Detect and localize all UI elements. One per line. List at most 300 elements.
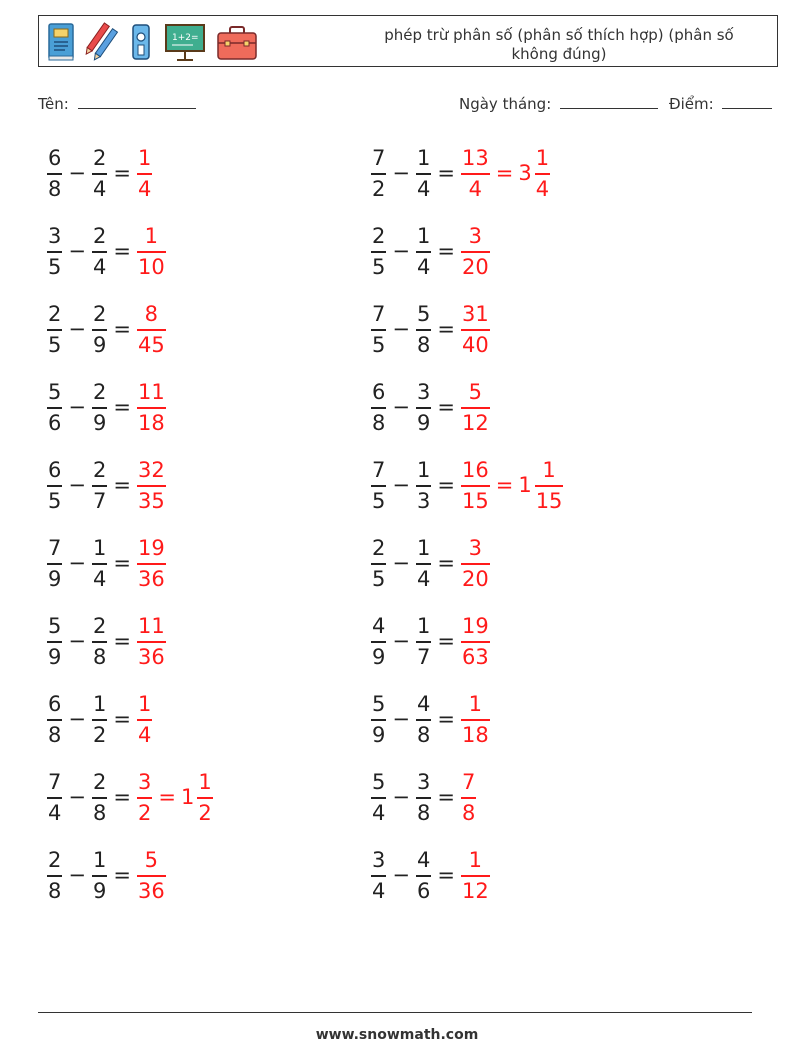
denominator: 4 [372,800,386,825]
equals-sign: = [113,863,131,887]
fraction-bar [47,485,62,487]
book-icon [45,21,77,63]
briefcase-icon [215,21,259,63]
denominator: 5 [48,488,62,513]
denominator: 4 [92,176,107,201]
date-field [459,94,658,113]
minus-sign: − [392,863,410,887]
fraction-bar [371,407,386,409]
numerator: 1 [144,223,159,248]
denominator: 4 [137,722,152,747]
fraction-bar [47,329,62,331]
fraction-bar [416,251,431,253]
minus-sign: − [392,395,410,419]
denominator: 9 [92,410,107,435]
numerator: 2 [48,301,62,326]
problem-row [370,764,477,830]
numerator: 11 [137,379,165,404]
minuend-fraction [47,224,62,279]
numerator: 2 [92,613,107,638]
fraction-bar [461,797,476,799]
fraction-bar [92,173,107,175]
denominator: 9 [372,644,386,669]
answer-fraction [461,770,476,825]
equals-sign: = [437,317,455,341]
answer-fraction [461,848,490,903]
minus-sign: − [392,161,410,185]
problem-row [370,530,491,596]
minus-sign: − [68,551,86,575]
minuend-fraction [371,146,386,201]
minus-sign: − [392,317,410,341]
fraction-bar [137,485,166,487]
problem-row [370,608,491,674]
answer-fraction [137,146,152,201]
denominator: 4 [92,254,107,279]
numerator: 3 [372,847,386,872]
answer-fraction [137,224,166,279]
equals-sign: = [113,473,131,497]
answer [460,770,477,825]
fraction-bar [137,407,166,409]
denominator: 2 [137,800,152,825]
mixed-whole: 1 [180,785,195,809]
mixed-equals-sign: = [158,785,176,809]
chalkboard-icon [163,21,207,63]
fraction-bar [371,797,386,799]
subtrahend-fraction [92,614,107,669]
fraction-bar [47,875,62,877]
numerator: 3 [48,223,62,248]
numerator: 2 [92,379,107,404]
answer [136,458,167,513]
numerator: 7 [372,457,386,482]
minus-sign: − [68,629,86,653]
minuend-fraction [47,848,62,903]
score-label: Điểm: [669,95,714,113]
denominator: 4 [137,176,152,201]
numerator: 3 [137,769,152,794]
minuend-fraction [47,458,62,513]
footer-divider [38,1012,752,1013]
fraction-bar [137,641,166,643]
fraction-bar [461,875,490,877]
denominator: 6 [48,410,62,435]
equals-sign: = [113,317,131,341]
answer-fraction [461,458,490,513]
problem-row [370,296,491,362]
mixed-equals-sign: = [495,161,514,185]
subtrahend-fraction [92,536,107,591]
answer-fraction [461,380,490,435]
minuend-fraction [371,770,386,825]
date-blank [560,94,658,109]
denominator: 9 [48,644,62,669]
equals-sign: = [437,551,455,575]
answer-fraction [137,380,166,435]
equals-sign: = [113,785,131,809]
minus-sign: − [392,239,410,263]
answer-fraction [461,302,490,357]
denominator: 20 [461,566,489,591]
numerator: 1 [468,691,483,716]
fraction-bar [92,563,107,565]
answer [136,146,153,201]
subtrahend-fraction [92,770,107,825]
equals-sign: = [113,629,131,653]
fraction-bar [197,797,212,799]
answer [460,380,491,435]
answer-fraction [137,692,152,747]
equals-sign: = [437,629,455,653]
denominator: 4 [416,176,431,201]
denominator: 7 [416,644,431,669]
denominator: 8 [461,800,476,825]
minus-sign: − [392,629,410,653]
numerator: 6 [48,457,62,482]
denominator: 45 [137,332,165,357]
answer-fraction [461,614,490,669]
minuend-fraction [371,224,386,279]
equals-sign: = [437,161,455,185]
mixed-whole: 1 [518,473,532,497]
fraction-bar [535,173,550,175]
subtrahend-fraction [416,692,431,747]
numerator: 1 [542,457,556,482]
denominator: 9 [92,332,107,357]
fraction-bar [416,329,431,331]
answer [136,848,167,903]
minuend-fraction [371,692,386,747]
denominator: 9 [372,722,386,747]
minuend-fraction [47,146,62,201]
fraction-bar [47,641,62,643]
fraction-bar [416,875,431,877]
answer-fraction [137,302,166,357]
denominator: 4 [416,254,431,279]
numerator: 1 [92,691,107,716]
problem-row [370,140,551,206]
minuend-fraction [371,848,386,903]
minus-sign: − [392,551,410,575]
fraction-bar [416,407,431,409]
denominator: 2 [92,722,107,747]
minuend-fraction [371,536,386,591]
mixed-equals-sign: = [495,473,514,497]
numerator: 1 [468,847,483,872]
denominator: 36 [137,566,165,591]
answer-fraction [461,224,490,279]
numerator: 19 [461,613,489,638]
equals-sign: = [437,395,455,419]
fraction-bar [137,329,166,331]
subtrahend-fraction [416,380,431,435]
problem-row [46,764,214,830]
denominator: 8 [416,722,431,747]
numerator: 4 [416,847,431,872]
equals-sign: = [437,863,455,887]
minuend-fraction [47,302,62,357]
score-blank [722,94,772,109]
answer [460,458,564,513]
fraction-bar [92,641,107,643]
denominator: 9 [416,410,431,435]
problem-row [370,842,491,908]
denominator: 12 [461,878,489,903]
subtrahend-fraction [92,302,107,357]
mixed-fraction [535,146,550,201]
fraction-bar [461,329,490,331]
equals-sign: = [113,395,131,419]
subtrahend-fraction [92,692,107,747]
fraction-bar [47,251,62,253]
denominator: 4 [372,878,386,903]
problem-row [370,374,491,440]
minus-sign: − [68,395,86,419]
answer-fraction [461,536,490,591]
header-icons [45,21,259,63]
denominator: 6 [416,878,431,903]
denominator: 8 [92,644,107,669]
name-label: Tên: [38,95,69,113]
fraction-bar [137,251,166,253]
fraction-bar [371,251,386,253]
minus-sign: − [392,707,410,731]
fraction-bar [137,797,152,799]
numerator: 5 [372,691,386,716]
fraction-bar [416,173,431,175]
fraction-bar [92,485,107,487]
numerator: 2 [92,769,107,794]
fraction-bar [461,407,490,409]
denominator: 9 [92,878,107,903]
score-field [669,94,772,113]
denominator: 20 [461,254,489,279]
numerator: 6 [372,379,386,404]
fraction-bar [461,251,490,253]
answer [136,380,167,435]
answer-fraction [137,848,166,903]
fraction-bar [416,719,431,721]
numerator: 7 [48,535,62,560]
numerator: 1 [416,613,431,638]
minuend-fraction [47,614,62,669]
subtrahend-fraction [416,770,431,825]
numerator: 1 [198,769,212,794]
problem-row [46,530,167,596]
fraction-bar [461,485,490,487]
answer [460,302,491,357]
problem-row [46,842,167,908]
denominator: 4 [416,566,431,591]
numerator: 4 [372,613,386,638]
fraction-bar [461,641,490,643]
denominator: 8 [48,176,62,201]
answer [136,770,214,825]
denominator: 5 [48,254,62,279]
numerator: 7 [372,301,386,326]
fraction-bar [371,719,386,721]
denominator: 8 [48,722,62,747]
minus-sign: − [68,707,86,731]
answer [460,224,491,279]
answer-fraction [461,146,490,201]
minuend-fraction [371,614,386,669]
denominator: 10 [137,254,165,279]
numerator: 1 [92,847,107,872]
denominator: 8 [416,800,431,825]
answer [136,536,167,591]
minus-sign: − [392,473,410,497]
denominator: 5 [372,254,386,279]
denominator: 18 [137,410,165,435]
numerator: 5 [372,769,386,794]
equals-sign: = [437,707,455,731]
denominator: 18 [461,722,489,747]
minus-sign: − [68,317,86,341]
fraction-bar [137,563,166,565]
problem-row [46,296,167,362]
equals-sign: = [113,239,131,263]
numerator: 31 [461,301,489,326]
minus-sign: − [68,785,86,809]
fraction-bar [461,173,490,175]
name-field [38,94,196,113]
subtrahend-fraction [92,458,107,513]
answer [460,692,491,747]
denominator: 15 [535,488,563,513]
numerator: 6 [48,691,62,716]
fraction-bar [416,563,431,565]
denominator: 5 [372,566,386,591]
equals-sign: = [437,239,455,263]
numerator: 2 [372,223,386,248]
numerator: 32 [137,457,165,482]
mixed-whole: 3 [518,161,532,185]
numerator: 5 [48,379,62,404]
denominator: 8 [92,800,107,825]
subtrahend-fraction [416,614,431,669]
numerator: 5 [468,379,483,404]
numerator: 19 [137,535,165,560]
numerator: 16 [461,457,489,482]
fraction-bar [92,875,107,877]
denominator: 5 [372,332,386,357]
fraction-bar [92,251,107,253]
fraction-bar [371,173,386,175]
fraction-bar [137,719,152,721]
numerator: 3 [468,535,483,560]
subtrahend-fraction [416,458,431,513]
minus-sign: − [392,785,410,809]
fraction-bar [92,407,107,409]
fraction-bar [92,797,107,799]
fraction-bar [416,641,431,643]
fraction-bar [416,485,431,487]
date-label: Ngày tháng: [459,95,552,113]
answer-fraction [461,692,490,747]
problem-row [370,452,564,518]
minus-sign: − [68,863,86,887]
denominator: 40 [461,332,489,357]
fraction-bar [461,719,490,721]
problem-row [370,218,491,284]
fraction-bar [47,173,62,175]
minuend-fraction [47,380,62,435]
numerator: 1 [92,535,107,560]
answer [460,614,491,669]
denominator: 5 [372,488,386,513]
fraction-bar [47,563,62,565]
numerator: 3 [416,769,431,794]
denominator: 3 [416,488,431,513]
denominator: 15 [461,488,489,513]
denominator: 8 [48,878,62,903]
fraction-bar [47,797,62,799]
numerator: 11 [137,613,165,638]
numerator: 7 [48,769,62,794]
denominator: 4 [92,566,107,591]
subtrahend-fraction [92,224,107,279]
header-box [38,15,778,67]
mixed-fraction [535,458,564,513]
numerator: 7 [461,769,476,794]
fraction-bar [371,485,386,487]
numerator: 7 [372,145,386,170]
answer [460,848,491,903]
denominator: 8 [416,332,431,357]
numerator: 2 [372,535,386,560]
answer-fraction [137,536,166,591]
numerator: 4 [416,691,431,716]
minus-sign: − [68,161,86,185]
minuend-fraction [371,302,386,357]
mixed-fraction [197,770,212,825]
answer [460,536,491,591]
answer-fraction [137,614,166,669]
pencils-icon [85,21,119,63]
worksheet-title: phép trừ phân số (phân số thích hợp) (phân số không đúng) [384,26,734,63]
numerator: 1 [416,145,431,170]
numerator: 1 [137,145,152,170]
denominator: 4 [468,176,483,201]
problem-row [46,374,167,440]
fraction-bar [92,719,107,721]
numerator: 3 [416,379,431,404]
footer-url: www.snowmath.com [315,1027,479,1043]
problem-row [46,218,167,284]
subtrahend-fraction [416,848,431,903]
denominator: 36 [137,878,165,903]
problem-row [46,608,167,674]
minus-sign: − [68,473,86,497]
fraction-bar [371,563,386,565]
numerator: 5 [48,613,62,638]
minus-sign: − [68,239,86,263]
equals-sign: = [437,785,455,809]
numerator: 2 [92,457,107,482]
fraction-bar [137,173,152,175]
numerator: 1 [416,535,431,560]
numerator: 6 [48,145,62,170]
numerator: 1 [137,691,152,716]
denominator: 9 [48,566,62,591]
problem-row [46,452,167,518]
subtrahend-fraction [416,146,431,201]
svg-text:1+2=: 1+2= [172,33,199,43]
denominator: 35 [137,488,165,513]
minuend-fraction [47,770,62,825]
